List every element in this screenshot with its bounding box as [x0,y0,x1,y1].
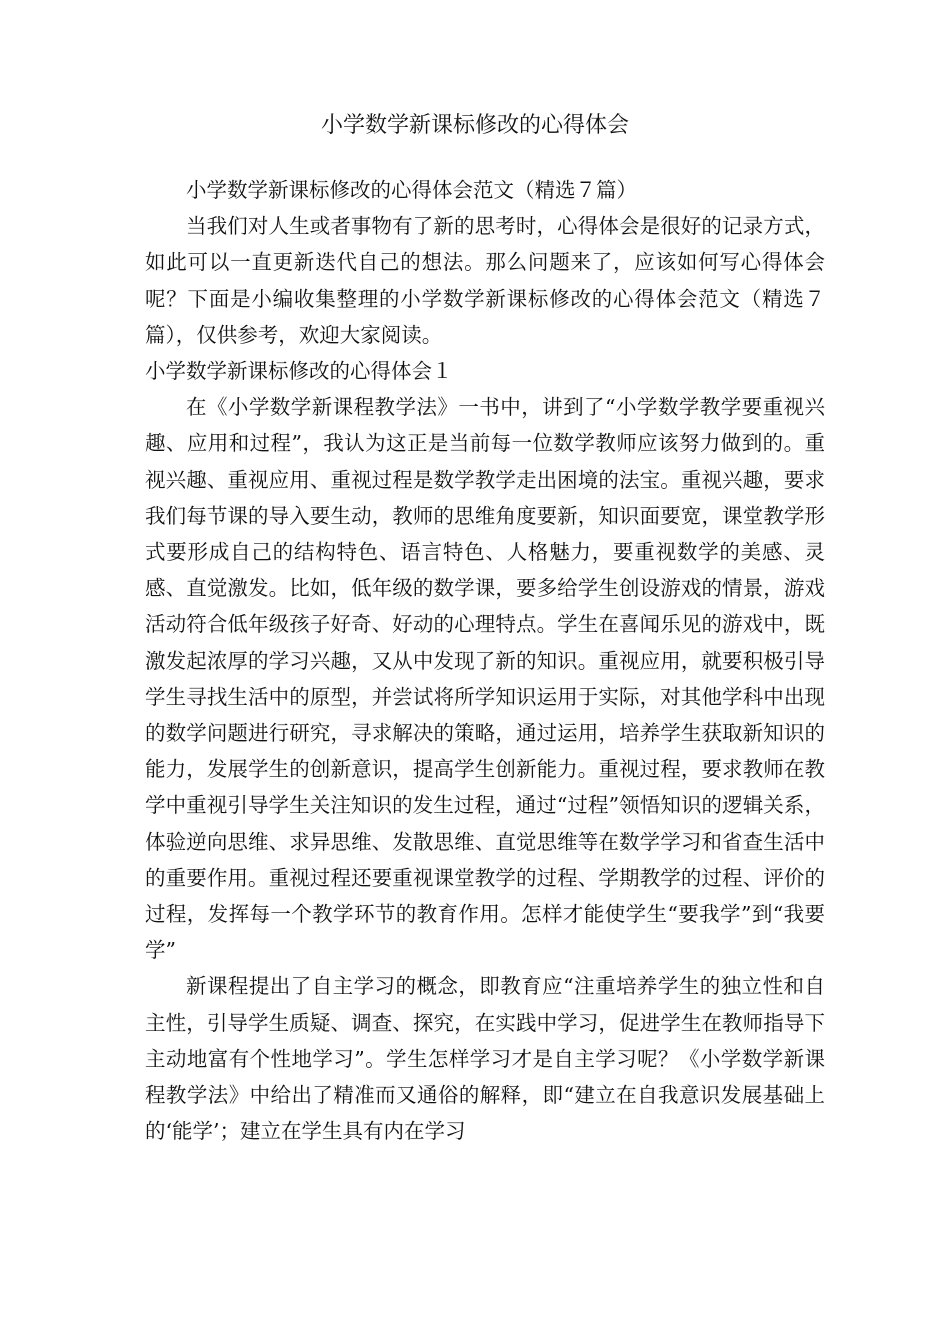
section-heading: 小学数学新课标修改的心得体会１ [145,359,453,384]
body-paragraph: 新课程提出了自主学习的概念，即教育应“注重培养学生的独立性和自主性，引导学生质疑、调查、探究，在实践中学习，促进学生在教师指导下主动地富有个性地学习”。学生怎样学习才是自主学习呢？《小学数学新课程教学法》中给出了精准而又通俗的解释，即“建立在自我意识发展基础上的‘能学’；建立在学生具有内在学习 [145,974,825,1144]
document-body [145,172,825,1149]
intro-paragraph: 当我们对人生或者事物有了新的思考时，心得体会是很好的记录方式，如此可以一直更新迭代自己的想法。那么问题来了，应该如何写心得体会呢？下面是小编收集整理的小学数学新课标修改的心得体会范文（精选７篇），仅供参考，欢迎大家阅读。 [145,214,825,347]
subtitle-paragraph: 小学数学新课标修改的心得体会范文（精选７篇） [186,178,637,202]
document-title: 小学数学新课标修改的心得体会 [320,113,629,138]
body-paragraph: 在《小学数学新课程教学法》一书中，讲到了“小学数学教学要重视兴趣、应用和过程”，我认为这正是当前每一位数学教师应该努力做到的。重视兴趣、重视应用、重视过程是数学教学走出困境的法宝。重视兴趣，要求我们每节课的导入要生动，教师的思维角度要新，知识面要宽，课堂教学形式要形成自己的结构特色、语言特色、人格魅力，要重视数学的美感、灵感、直觉激发。比如，低年级的数学课，要多给学生创设游戏的情景，游戏活动符合低年级孩子好奇、好动的心理特点。学生在喜闻乐见的游戏中，既激发起浓厚的学习兴趣，又从中发现了新的知识。重视应用，就要积极引导学生寻找生活中的原型，并尝试将所学知识运用于实际，对其他学科中出现的数学问题进行研究，寻求解决的策略，通过运用，培养学生获取新知识的能力，发展学生的创新意识，提高学生创新能力。重视过程，要求教师在教学中重视引导学生关注知识的发生过程，通过“过程”领悟知识的逻辑关系，体验逆向思维、求异思维、发散思维、直觉思维等在数学学习和省查生活中的重要作用。重视过程还要重视课堂教学的过程、学期教学的过程、评价的过程，发挥每一个教学环节的教育作用。怎样才能使学生“要我学”到“我要学” [145,395,825,963]
